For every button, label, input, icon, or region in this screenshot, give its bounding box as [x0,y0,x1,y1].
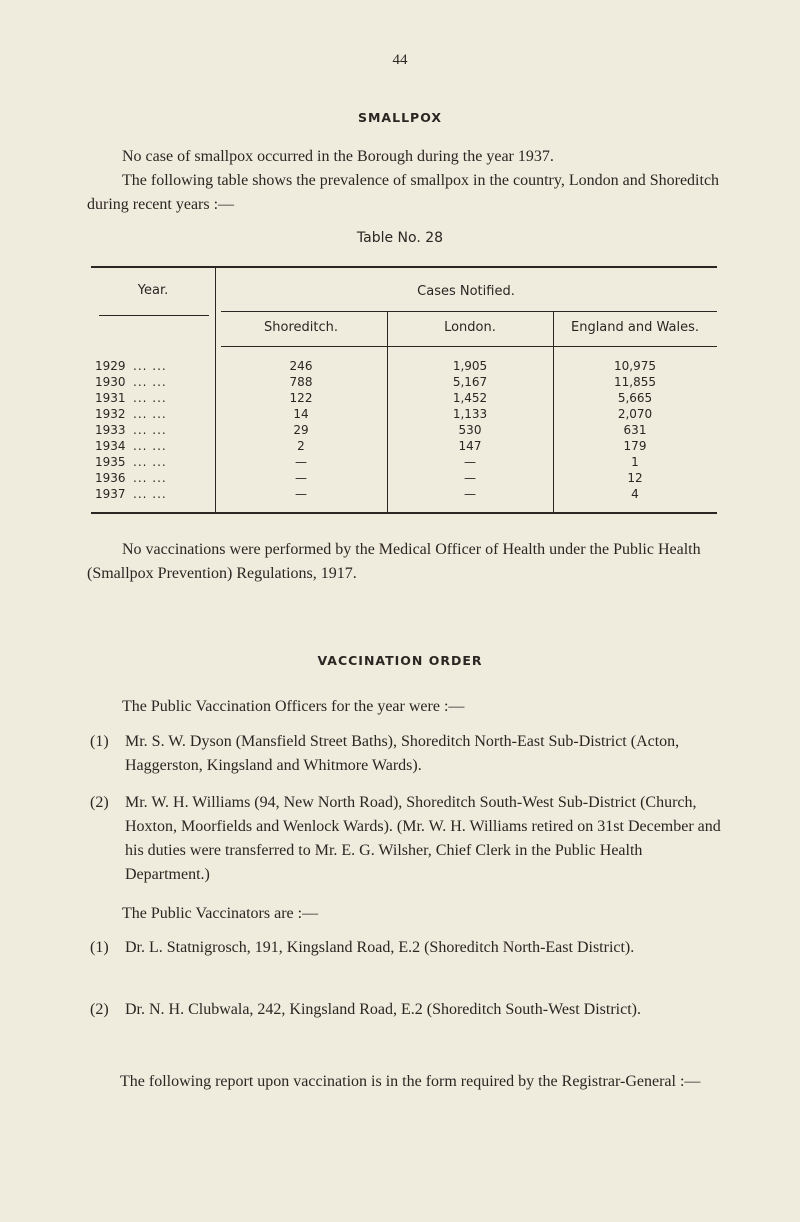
officers-list-2 [90,791,730,887]
leader-dots: ... ... [133,487,167,501]
table-top-rule [91,266,717,268]
table-row [91,486,717,502]
officers-intro: The Public Vaccination Officers for the year were :— [122,698,465,715]
leader-dots: ... ... [133,407,167,421]
vaccinators-list-2 [90,998,730,1022]
table-row [91,358,717,374]
england-cell: 1 [631,455,639,469]
shoreditch-cell: 29 [293,423,309,437]
england-cell: 11,855 [614,375,656,389]
vaccinators-intro: The Public Vaccinators are :— [122,905,319,922]
list-number: (2) [90,1001,109,1018]
england-cell: 10,975 [614,359,656,373]
england-wales-header: England and Wales. [570,320,699,335]
london-cell: — [464,471,476,485]
year-cell: 1933 [95,423,126,437]
page-number: 44 [392,52,408,68]
leader-dots: ... ... [133,439,167,453]
table-row [91,454,717,470]
smallpox-paragraph-3: No vaccinations were performed by the Medical Officer of Health under the Public Health (Smallpox Prevention) Regulations, 1917. [87,541,701,582]
table-row [91,422,717,438]
shoreditch-cell: 2 [297,439,305,453]
england-cell: 4 [631,487,639,501]
smallpox-paragraph-1: No case of smallpox occurred in the Borough during the year 1937. [122,148,554,165]
shoreditch-cell: — [295,487,307,501]
london-cell: — [464,487,476,501]
year-cell: 1935 [95,455,126,469]
england-cell: 12 [627,471,643,485]
shoreditch-cell: 122 [289,391,313,405]
list-number: (1) [90,733,109,750]
list-item [90,936,730,960]
england-cell: 2,070 [617,407,653,421]
england-cell: 179 [623,439,647,453]
list-number: (2) [90,794,109,811]
list-number: (1) [90,939,109,956]
year-cell: 1937 [95,487,126,501]
list-item [90,791,730,887]
year-cell: 1936 [95,471,126,485]
officer-entry: Mr. W. H. Williams (94, New North Road), Shoreditch South-West Sub-District (Church, Hoxton, Moorfields and Wenlock Wards). (Mr. W. H. Williams retired on 31st December and his duties were transferred to Mr. E. G. Wilsher, Chief Clerk in the Public Health Department.) [125,794,721,883]
year-cell: 1930 [95,375,126,389]
table-row [91,438,717,454]
shoreditch-cell: 788 [289,375,313,389]
london-header: London. [444,320,496,335]
leader-dots: ... ... [133,375,167,389]
officer-entry: Mr. S. W. Dyson (Mansfield Street Baths), Shoreditch North-East Sub-District (Acton, Haggerston, Kingsland and Whitmore Wards). [125,733,680,774]
leader-dots: ... ... [133,423,167,437]
year-cell: 1929 [95,359,126,373]
england-cell: 5,665 [617,391,653,405]
vaccinators-list [90,936,730,960]
year-cell: 1932 [95,407,126,421]
table-caption: Table No. 28 [356,230,444,246]
table-group-rule [221,311,717,312]
table-header-rule [221,346,717,347]
table-year-rule [99,315,209,316]
cases-notified-header: Cases Notified. [417,284,515,299]
london-cell: 5,167 [452,375,488,389]
list-item [90,730,730,778]
leader-dots: ... ... [133,391,167,405]
vaccinator-entry: Dr. N. H. Clubwala, 242, Kingsland Road, E.2 (Shoreditch South-West District). [125,1001,641,1018]
shoreditch-cell: — [295,471,307,485]
leader-dots: ... ... [133,359,167,373]
table-bottom-rule [91,512,717,514]
smallpox-paragraph-2: The following table shows the prevalence of smallpox in the country, London and Shoreditch during recent years :— [87,172,720,213]
leader-dots: ... ... [133,455,167,469]
closing-paragraph: The following report upon vaccination is in the form required by the Registrar-General :— [120,1073,701,1090]
year-header: Year. [137,283,169,298]
shoreditch-cell: 14 [293,407,309,421]
list-item [90,998,730,1022]
year-cell: 1934 [95,439,126,453]
london-cell: 1,452 [452,391,488,405]
officers-list [90,730,730,778]
london-cell: 1,133 [452,407,488,421]
table-row [91,406,717,422]
england-cell: 631 [623,423,647,437]
shoreditch-cell: — [295,455,307,469]
shoreditch-cell: 246 [289,359,313,373]
london-cell: 147 [458,439,482,453]
table-row [91,374,717,390]
london-cell: — [464,455,476,469]
vaccinator-entry: Dr. L. Statnigrosch, 191, Kingsland Road, E.2 (Shoreditch North-East District). [125,939,635,956]
vaccination-heading: VACCINATION ORDER [317,653,483,668]
shoreditch-header: Shoreditch. [264,320,338,335]
london-cell: 1,905 [452,359,488,373]
table-row [91,470,717,486]
year-cell: 1931 [95,391,126,405]
smallpox-heading: SMALLPOX [357,110,443,125]
table-row [91,390,717,406]
leader-dots: ... ... [133,471,167,485]
london-cell: 530 [458,423,482,437]
